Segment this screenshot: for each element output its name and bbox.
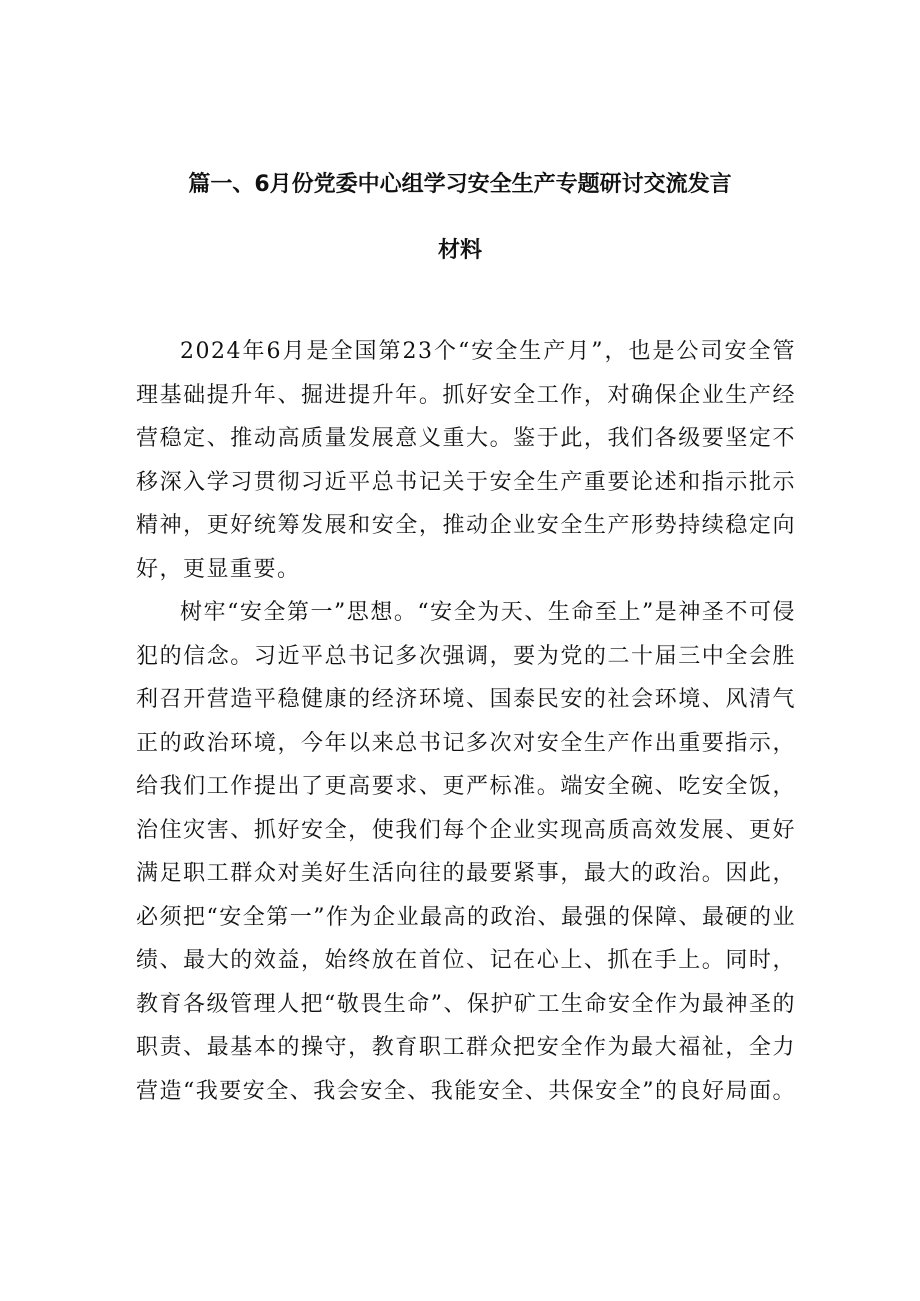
paragraph-intro: 2024年6月是全国第23个“安全生产月”，也是公司安全管理基础提升年、掘进提升年。抓好安全工作，对确保企业生产经营稳定、推动高质量发展意义重大。鉴于此，我们各级要坚定不移深入学习贯彻习近平总书记关于安全生产重要论述和指示批示精神，更好统筹发展和安全，推动企业安全生产形势持续稳定向好，更显重要。 bbox=[136, 339, 796, 582]
document-title-line-1: 篇一、6月份党委中心组学习安全生产专题研讨交流发言 bbox=[188, 172, 732, 197]
document-body bbox=[136, 330, 796, 1113]
paragraph-safety-first: 树牢“安全第一”思想。“安全为天、生命至上”是神圣不可侵犯的信念。习近平总书记多次强调，要为党的二十届三中全会胜利召开营造平稳健康的经济环境、国泰民安的社会环境、风清气正的政治环境，今年以来总书记多次对安全生产作出重要指示，给我们工作提出了更高要求、更严标准。端安全碗、吃安全饭，治住灾害、抓好安全，使我们每个企业实现高质高效发展、更好满足职工群众对美好生活向往的最要紧事，最大的政治。因此，必须把“安全第一”作为企业最高的政治、最强的保障、最硬的业绩、最大的效益，始终放在首位、记在心上、抓在手上。同时，教育各级管理人把“敬畏生命”、保护矿工生命安全作为最神圣的职责、最基本的操守，教育职工群众把安全作为最大福祉，全力营造“我要安全、我会安全、我能安全、共保安全”的良好局面。 bbox=[136, 600, 796, 1104]
document-title-line-2: 材料 bbox=[437, 238, 482, 263]
